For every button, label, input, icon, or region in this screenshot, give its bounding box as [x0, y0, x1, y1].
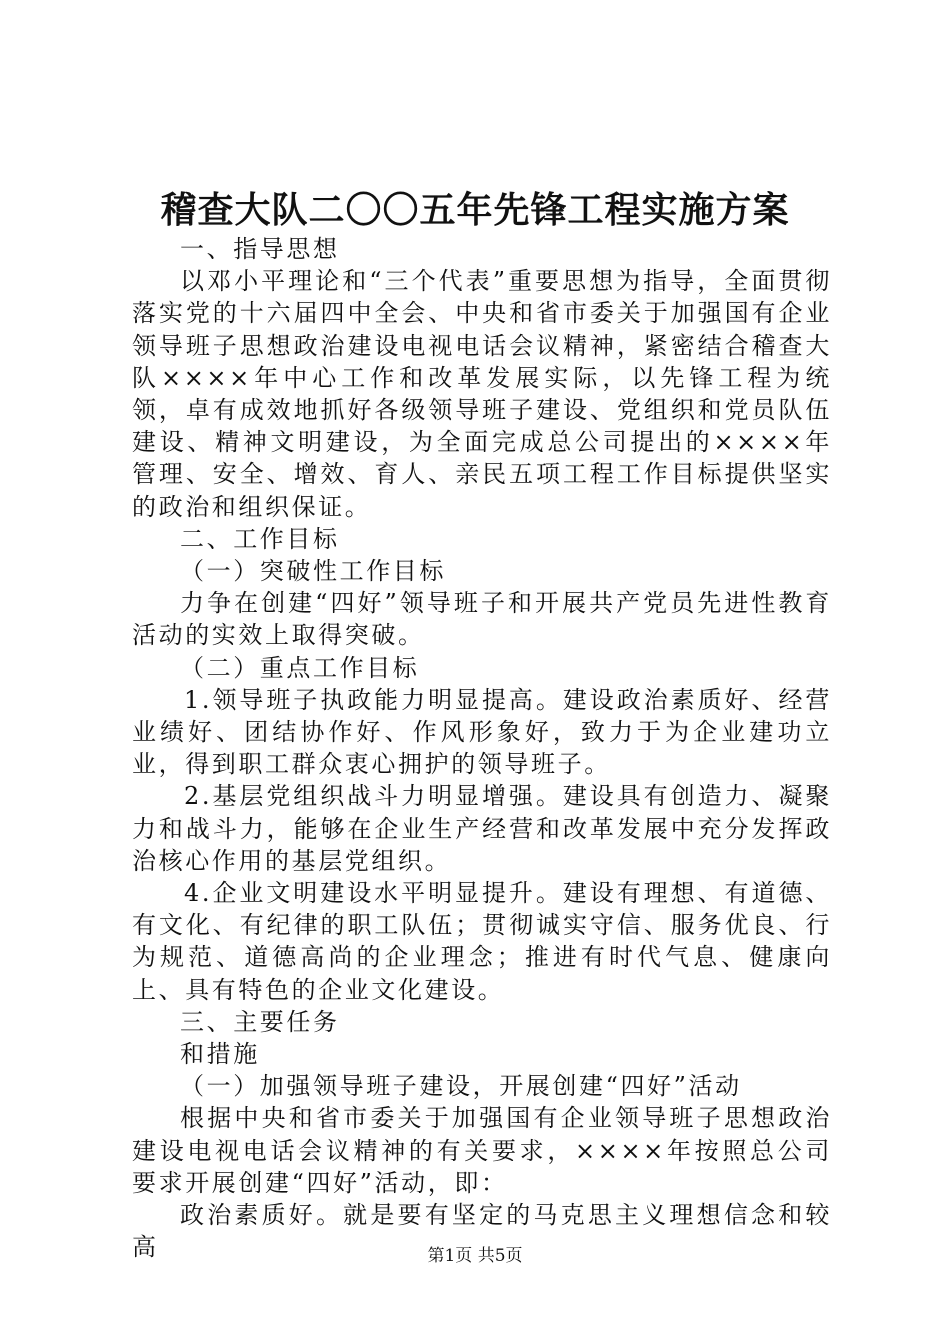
document-body: [132, 233, 832, 1264]
subsection-heading: （一）突破性工作目标: [180, 557, 446, 586]
body-paragraph: 根据中央和省市委关于加强国有企业领导班子思想政治建设电视电话会议精神的有关要求，××××年按照总公司要求开展创建“四好”活动，即：: [132, 1104, 832, 1197]
section-heading: 一、指导思想: [180, 235, 340, 263]
section-heading: 三、主要任务: [180, 1007, 340, 1036]
subsection-heading: （二）重点工作目标: [180, 653, 420, 682]
document-title: 稽查大队二〇〇五年先锋工程实施方案: [160, 189, 790, 231]
page-number: 第1页 共5页: [427, 1246, 523, 1266]
body-paragraph: 以邓小平理论和“三个代表”重要思想为指导，全面贯彻落实党的十六届四中全会、中央和省市委关于加强国有企业领导班子思想政治建设电视电话会议精神，紧密结合稽查大队××××年中心工作和改革发展实际，以先锋工程为统领，卓有成效地抓好各级领导班子建设、党组织和党员队伍建设、精神文明建设，为全面完成总公司提出的××××年管理、安全、增效、育人、亲民五项工程工作目标提供坚实的政治和组织保证。: [132, 267, 832, 521]
section-heading-continued: 和措施: [180, 1040, 260, 1069]
section-heading: 二、工作目标: [180, 524, 340, 553]
numbered-item: 4.企业文明建设水平明显提升。建设有理想、有道德、有文化、有纪律的职工队伍；贯彻诚实守信、服务优良、行为规范、道德高尚的企业理念；推进有时代气息、健康向上、具有特色的企业文化建设。: [132, 879, 832, 1004]
subsection-heading: （一）加强领导班子建设，开展创建“四好”活动: [180, 1072, 742, 1101]
body-paragraph: 政治素质好。就是要有坚定的马克思主义理想信念和较高: [132, 1201, 832, 1262]
body-paragraph: 力争在创建“四好”领导班子和开展共产党员先进性教育活动的实效上取得突破。: [132, 589, 832, 650]
numbered-item: 2.基层党组织战斗力明显增强。建设具有创造力、凝聚力和战斗力，能够在企业生产经营和改革发展中充分发挥政治核心作用的基层党组织。: [132, 782, 832, 875]
numbered-item: 1.领导班子执政能力明显提高。建设政治素质好、经营业绩好、团结协作好、作风形象好，致力于为企业建功立业，得到职工群众衷心拥护的领导班子。: [132, 685, 832, 779]
